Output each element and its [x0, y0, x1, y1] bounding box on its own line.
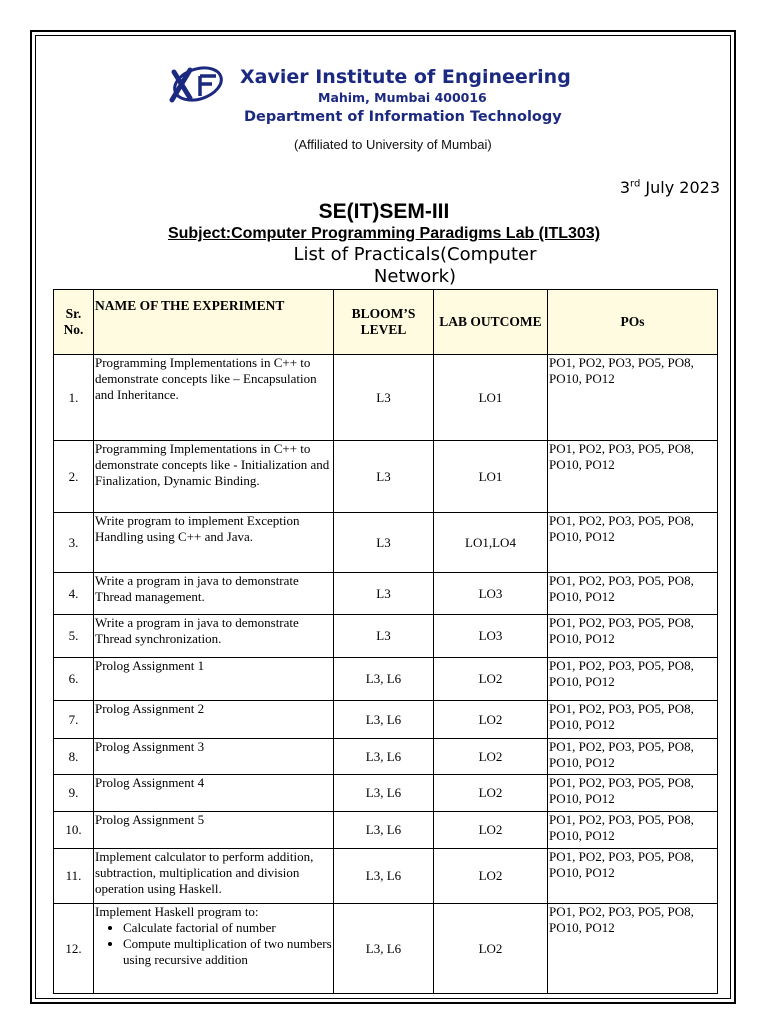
cell-lab-outcome: LO1	[434, 441, 548, 513]
header-lab-outcome: LAB OUTCOME	[434, 290, 548, 355]
table-row	[54, 775, 718, 812]
cell-experiment: Write a program in java to demonstrate Thread synchronization.	[94, 615, 334, 658]
cell-sr-no: 3.	[54, 513, 94, 573]
experiment-bullets	[95, 920, 332, 968]
cell-blooms-level: L3, L6	[334, 701, 434, 739]
cell-sr-no: 1.	[54, 355, 94, 441]
cell-lab-outcome: LO2	[434, 904, 548, 994]
cell-blooms-level: L3, L6	[334, 812, 434, 849]
cell-lab-outcome: LO3	[434, 573, 548, 615]
cell-pos: PO1, PO2, PO3, PO5, PO8, PO10, PO12	[548, 355, 718, 441]
cell-lab-outcome: LO2	[434, 775, 548, 812]
cell-sr-no: 4.	[54, 573, 94, 615]
affiliation: (Affiliated to University of Mumbai)	[294, 137, 492, 152]
cell-sr-no: 6.	[54, 658, 94, 701]
cell-sr-no: 10.	[54, 812, 94, 849]
table-row	[54, 849, 718, 904]
cell-lab-outcome: LO2	[434, 812, 548, 849]
table-row	[54, 441, 718, 513]
cell-lab-outcome: LO3	[434, 615, 548, 658]
cell-experiment: Write a program in java to demonstrate Thread management.	[94, 573, 334, 615]
cell-lab-outcome: LO1,LO4	[434, 513, 548, 573]
cell-lab-outcome: LO2	[434, 849, 548, 904]
date-suffix: rd	[630, 178, 641, 190]
document-date	[620, 178, 720, 197]
cell-pos: PO1, PO2, PO3, PO5, PO8, PO10, PO12	[548, 701, 718, 739]
cell-lab-outcome: LO1	[434, 355, 548, 441]
cell-sr-no: 11.	[54, 849, 94, 904]
cell-pos: PO1, PO2, PO3, PO5, PO8, PO10, PO12	[548, 849, 718, 904]
date-rest: July 2023	[640, 178, 720, 197]
cell-experiment: Programming Implementations in C++ to demonstrate concepts like - Initialization and Finalization, Dynamic Binding.	[94, 441, 334, 513]
table-header-row	[54, 290, 718, 355]
table-row	[54, 573, 718, 615]
cell-lab-outcome: LO2	[434, 701, 548, 739]
table-row	[54, 513, 718, 573]
semester-heading: SE(IT)SEM-III	[318, 200, 450, 223]
practicals-table	[53, 289, 718, 994]
table-row	[54, 739, 718, 775]
institute-address: Mahim, Mumbai 400016	[318, 90, 487, 105]
cell-pos: PO1, PO2, PO3, PO5, PO8, PO10, PO12	[548, 658, 718, 701]
date-day: 3	[619, 178, 631, 197]
cell-pos: PO1, PO2, PO3, PO5, PO8, PO10, PO12	[548, 739, 718, 775]
institute-name: Xavier Institute of Engineering	[240, 66, 571, 88]
cell-pos: PO1, PO2, PO3, PO5, PO8, PO10, PO12	[548, 775, 718, 812]
subject-heading: Subject:Computer Programming Paradigms Lab (ITL303)	[167, 225, 601, 242]
cell-blooms-level: L3, L6	[334, 775, 434, 812]
cell-pos: PO1, PO2, PO3, PO5, PO8, PO10, PO12	[548, 615, 718, 658]
cell-experiment: Programming Implementations in C++ to demonstrate concepts like – Encapsulation and Inheritance.	[94, 355, 334, 441]
cell-experiment: Prolog Assignment 5	[94, 812, 334, 849]
cell-pos: PO1, PO2, PO3, PO5, PO8, PO10, PO12	[548, 573, 718, 615]
list-title: List of Practicals(Computer Network)	[293, 244, 537, 287]
header-blooms-level: BLOOM’S LEVEL	[334, 290, 434, 355]
cell-blooms-level: L3, L6	[334, 849, 434, 904]
experiment-text: Implement Haskell program to:	[95, 904, 259, 919]
cell-lab-outcome: LO2	[434, 739, 548, 775]
cell-blooms-level: L3	[334, 573, 434, 615]
cell-sr-no: 2.	[54, 441, 94, 513]
department-name: Department of Information Technology	[244, 109, 562, 125]
cell-pos: PO1, PO2, PO3, PO5, PO8, PO10, PO12	[548, 904, 718, 994]
cell-lab-outcome: LO2	[434, 658, 548, 701]
cell-pos: PO1, PO2, PO3, PO5, PO8, PO10, PO12	[548, 441, 718, 513]
cell-pos: PO1, PO2, PO3, PO5, PO8, PO10, PO12	[548, 812, 718, 849]
table-row	[54, 812, 718, 849]
cell-sr-no: 5.	[54, 615, 94, 658]
cell-experiment: Prolog Assignment 3	[94, 739, 334, 775]
cell-experiment: Prolog Assignment 1	[94, 658, 334, 701]
table-row	[54, 355, 718, 441]
bullet-item: • Calculate factorial of number	[123, 920, 332, 936]
table-row	[54, 615, 718, 658]
table-row	[54, 904, 718, 994]
cell-blooms-level: L3	[334, 355, 434, 441]
cell-experiment: Prolog Assignment 4	[94, 775, 334, 812]
header-sr-no: Sr. No.	[54, 290, 94, 355]
header-experiment: NAME OF THE EXPERIMENT	[94, 290, 334, 355]
cell-sr-no: 7.	[54, 701, 94, 739]
table-row	[54, 701, 718, 739]
bullet-item: • Compute multiplication of two numbers using recursive addition	[123, 936, 332, 968]
cell-blooms-level: L3, L6	[334, 658, 434, 701]
cell-experiment: Implement calculator to perform addition, subtraction, multiplication and division operation using Haskell.	[94, 849, 334, 904]
cell-sr-no: 8.	[54, 739, 94, 775]
header-pos: POs	[548, 290, 718, 355]
cell-experiment: Write program to implement Exception Handling using C++ and Java.	[94, 513, 334, 573]
cell-blooms-level: L3	[334, 615, 434, 658]
cell-sr-no: 12.	[54, 904, 94, 994]
cell-pos: PO1, PO2, PO3, PO5, PO8, PO10, PO12	[548, 513, 718, 573]
cell-experiment	[94, 904, 334, 994]
cell-blooms-level: L3	[334, 513, 434, 573]
cell-blooms-level: L3, L6	[334, 739, 434, 775]
cell-sr-no: 9.	[54, 775, 94, 812]
institute-logo	[166, 64, 226, 104]
table-row	[54, 658, 718, 701]
cell-blooms-level: L3, L6	[334, 904, 434, 994]
cell-blooms-level: L3	[334, 441, 434, 513]
cell-experiment: Prolog Assignment 2	[94, 701, 334, 739]
